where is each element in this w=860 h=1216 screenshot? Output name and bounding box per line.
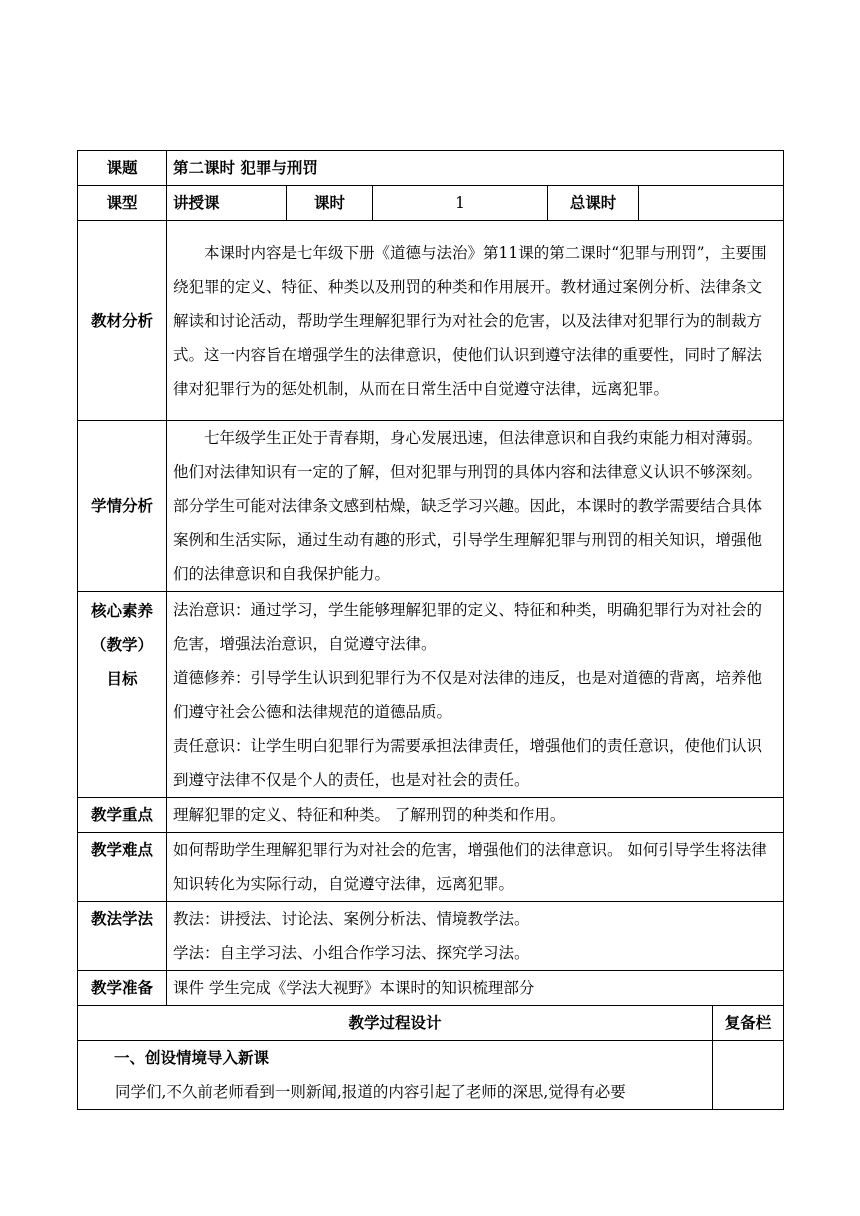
material-analysis-text: 本课时内容是七年级下册《道德与法治》第11课的第二课时“犯罪与刑罚”，主要围绕犯罪的定义、特征、种类以及刑罚的种类和作用展开。教材通过案例分析、法律条文解读和讨论活动，帮助学生理解犯罪行为对社会的危害，以及法律对犯罪行为的制裁方式。这一内容旨在增强学生的法律意识，使他们认识到遵守法律的重要性，同时了解法律对犯罪行为的惩处机制，从而在日常生活中自觉遵守法律，远离犯罪。 [173,243,767,398]
preparation-text: 课件 学生完成《学法大视野》本课时的知识梳理部分 [167,971,784,1006]
difficulties-text: 如何帮助学生理解犯罪行为对社会的危害，增强他们的法律意识。 如何引导学生将法律知识转化为实际行动，自觉遵守法律，远离犯罪。 [167,833,784,902]
teaching-methods: 教法：讲授法、讨论法、案例分析法、情境教学法。 [173,910,530,928]
goal-rule-of-law: 法治意识：通过学习，学生能够理解犯罪的定义、特征和种类，明确犯罪行为对社会的危害，增强法治意识，自觉遵守法律。 [173,600,763,653]
section-intro-text: 同学们,不久前老师看到一则新闻,报道的内容引起了老师的深思,觉得有必要 [115,1083,626,1101]
key-points-text: 理解犯罪的定义、特征和种类。 了解刑罚的种类和作用。 [167,798,784,833]
topic-label: 课题 [78,151,167,186]
material-analysis-row [78,221,784,421]
core-goals-row [78,592,784,798]
student-analysis-row [78,421,784,592]
core-goals-label-1: 核心素养 [90,602,153,620]
section-intro-title: 一、创设情境导入新课 [114,1049,270,1067]
methods-row [78,902,784,971]
core-goals-label-3: 目标 [106,670,138,688]
process-body-row [78,1041,784,1110]
difficulties-row [78,833,784,902]
review-column-cell [713,1041,784,1110]
type-row [78,186,784,221]
goal-morality: 道德修养：引导学生认识到犯罪行为不仅是对法律的违反，也是对道德的背离，培养他们遵守社会公德和法律规范的道德品质。 [173,668,763,721]
process-header-row [78,1006,784,1041]
type-label: 课型 [78,186,167,221]
total-hours-value [639,186,784,221]
hours-value: 1 [373,186,548,221]
key-points-label: 教学重点 [78,798,167,833]
student-analysis-text: 七年级学生正处于青春期，身心发展迅速，但法律意识和自我约束能力相对薄弱。他们对法律知识有一定的了解，但对犯罪与刑罚的具体内容和法律意义认识不够深刻。部分学生可能对法律条文感到枯燥，缺乏学习兴趣。因此，本课时的教学需要结合具体案例和生活实际，通过生动有趣的形式，引导学生理解犯罪与刑罚的相关知识，增强他们的法律意识和自我保护能力。 [173,429,763,583]
core-goals-label-2: （教学） [90,636,153,654]
key-points-row [78,798,784,833]
preparation-label: 教学准备 [78,971,167,1006]
total-hours-label: 总课时 [548,186,639,221]
process-design-header: 教学过程设计 [78,1006,713,1041]
hours-label: 课时 [287,186,373,221]
difficulties-label: 教学难点 [78,833,167,902]
goal-responsibility: 责任意识：让学生明白犯罪行为需要承担法律责任，增强他们的责任意识，使他们认识到遵守法律不仅是个人的责任，也是对社会的责任。 [173,736,763,789]
methods-label: 教法学法 [78,902,167,971]
lesson-plan-document [77,150,783,1110]
type-value: 讲授课 [167,186,287,221]
material-analysis-label: 教材分析 [78,221,167,421]
learning-methods: 学法：自主学习法、小组合作学习法、探究学习法。 [173,944,530,962]
preparation-row [78,971,784,1006]
lesson-plan-table [77,150,784,1110]
topic-value: 第二课时 犯罪与刑罚 [167,151,784,186]
review-column-header: 复备栏 [713,1006,784,1041]
student-analysis-label: 学情分析 [78,421,167,592]
topic-row [78,151,784,186]
